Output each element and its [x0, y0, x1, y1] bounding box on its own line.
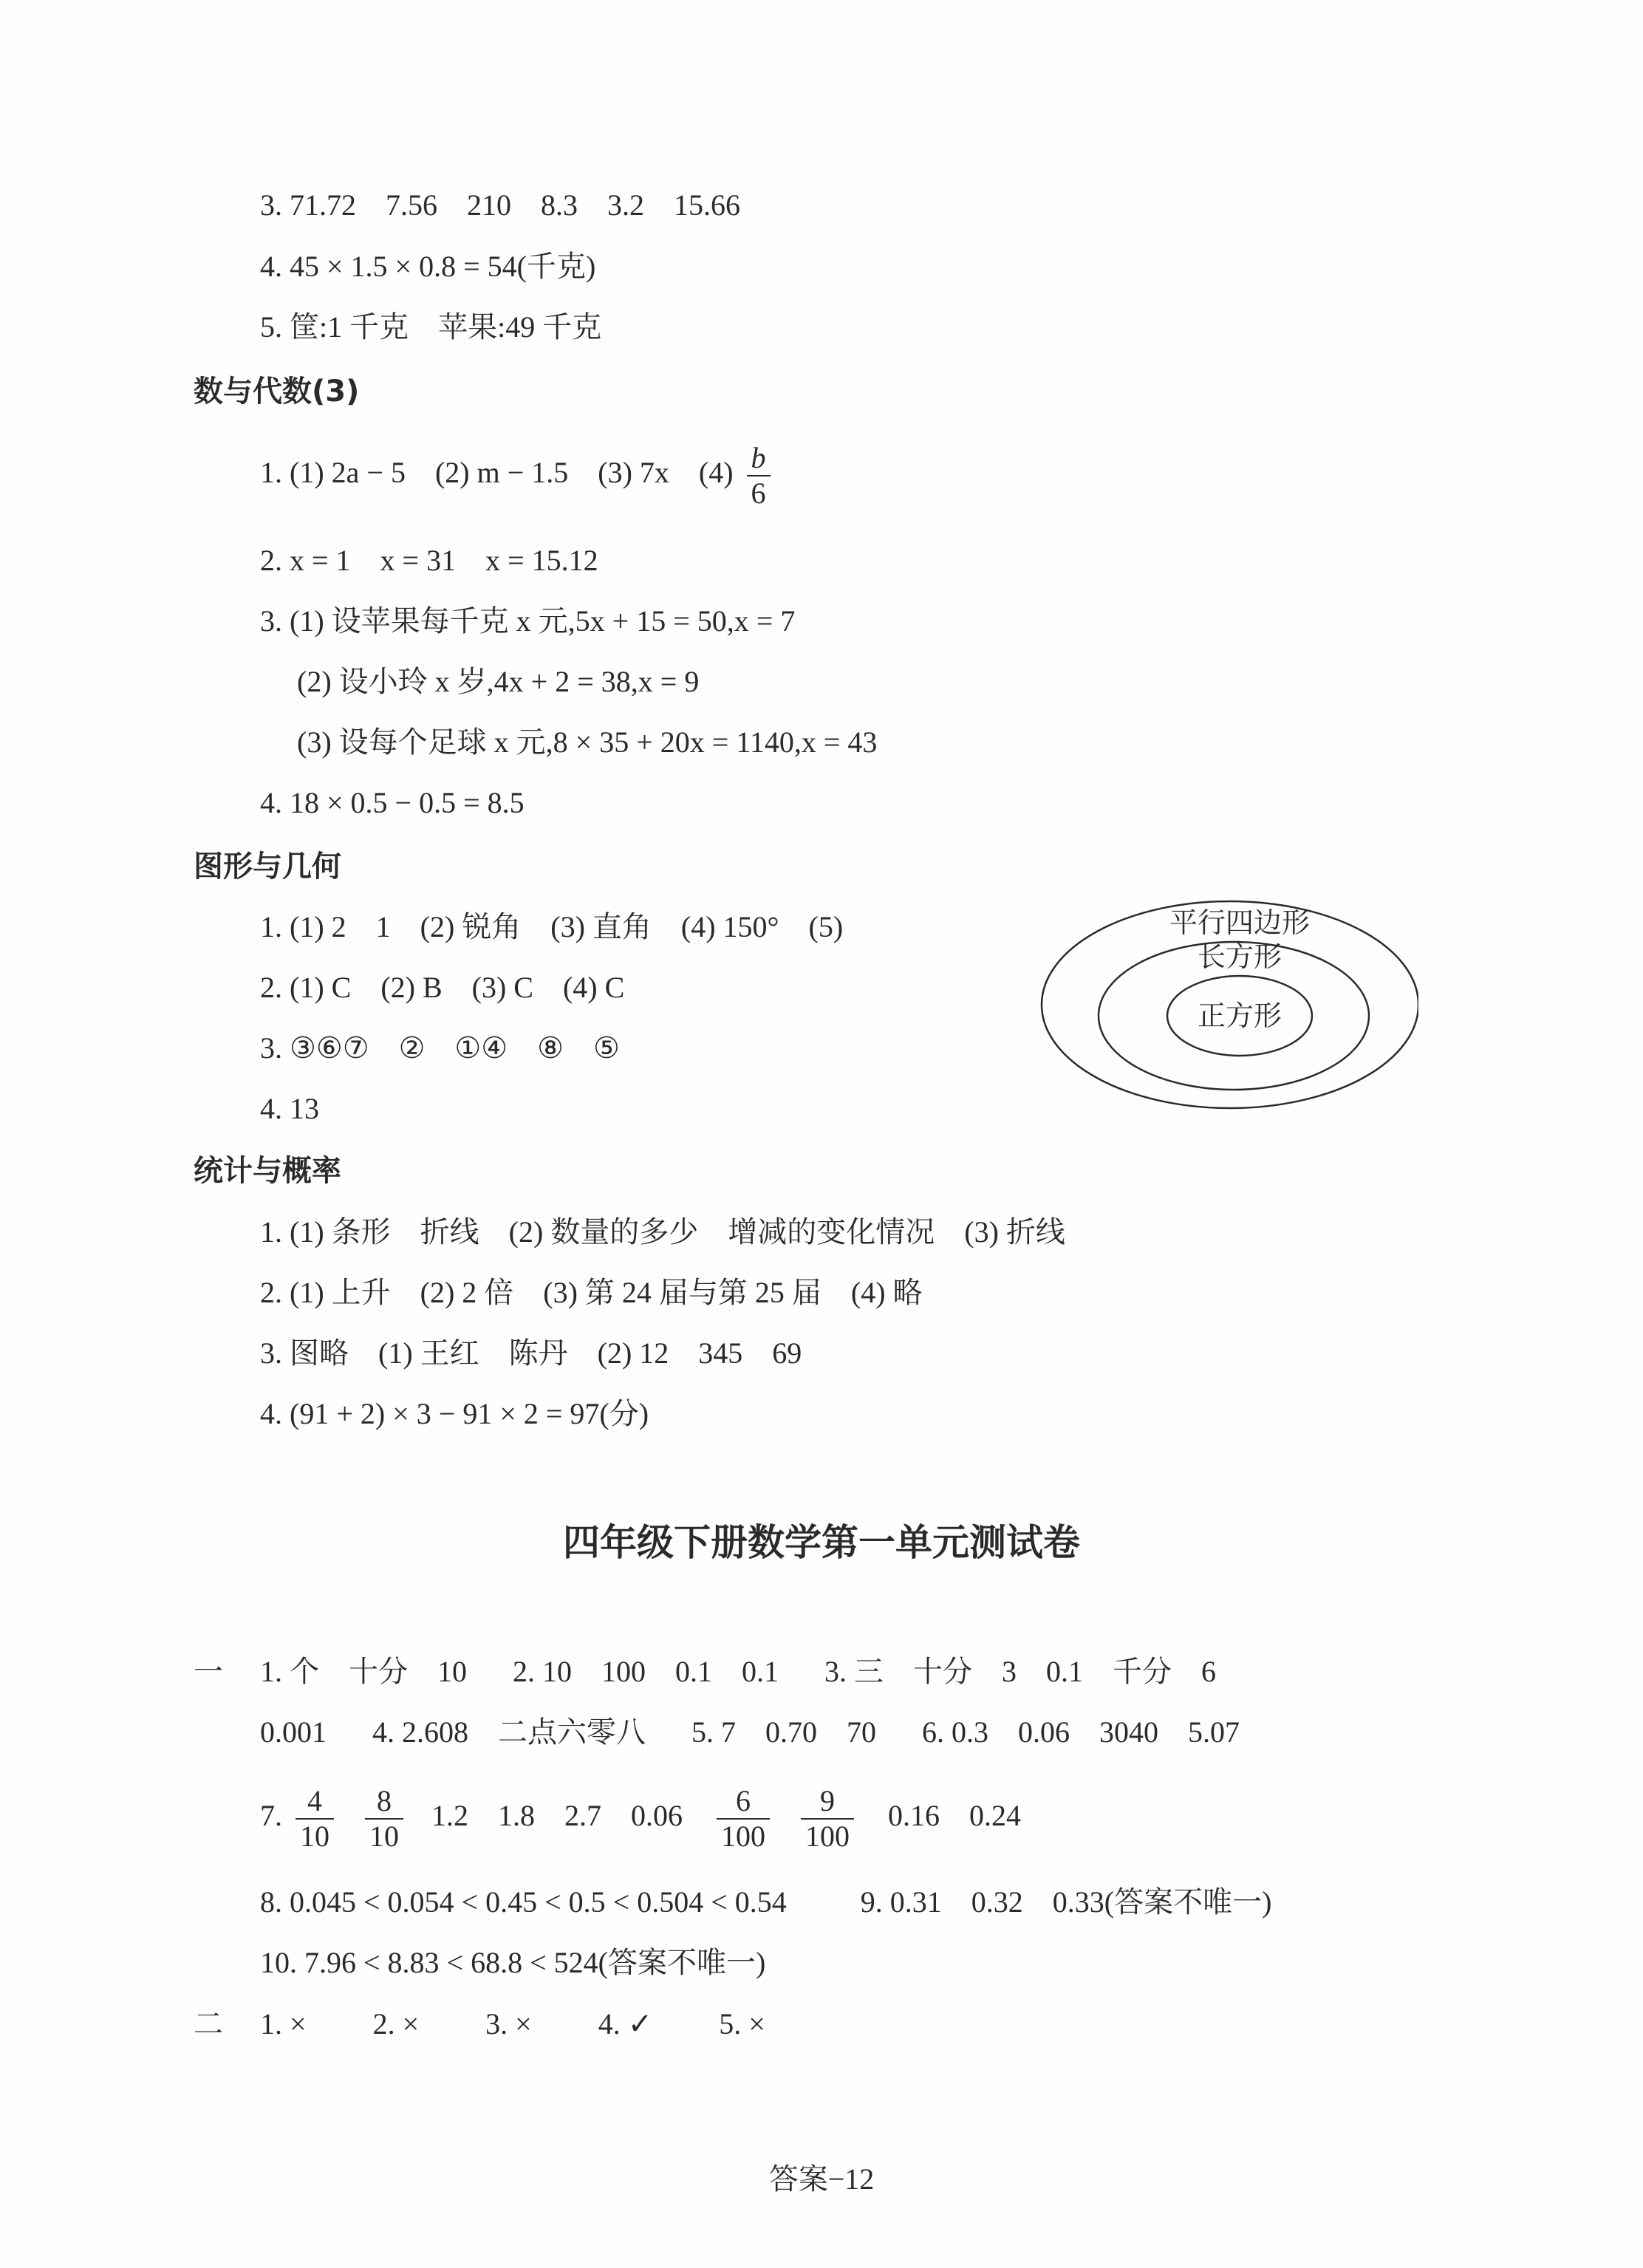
part-label: 二 [194, 2007, 223, 2040]
answer-segment: 3. × [485, 2007, 532, 2040]
answer-line [260, 1884, 1271, 1921]
answer-line: 3. ③⑥⑦ ② ①④ ⑧ ⑤ [260, 1031, 620, 1065]
answer-segment: 2. 10 100 0.1 0.1 [513, 1655, 779, 1688]
answer-line: 4. 45 × 1.5 × 0.8 = 54(千克) [260, 250, 596, 283]
answer-line: (3) 设每个足球 x 元,8 × 35 + 20x = 1140,x = 43 [297, 725, 878, 759]
answer-line: 4. 13 [260, 1092, 319, 1125]
page-number: 答案−12 [768, 2162, 875, 2196]
fraction [801, 1784, 854, 1854]
answer-segment: 0.001 [260, 1715, 327, 1749]
answer-line: 4. 18 × 0.5 − 0.5 = 8.5 [260, 786, 525, 819]
answer-line: 2. x = 1 x = 31 x = 15.12 [260, 544, 598, 577]
answer-segment: 1. 个 十分 10 [260, 1655, 467, 1688]
fraction [717, 1784, 770, 1854]
fraction-denominator: 6 [747, 475, 771, 510]
answer-line: 4. (91 + 2) × 3 − 91 × 2 = 97(分) [260, 1397, 649, 1430]
fraction-denominator: 100 [717, 1818, 770, 1854]
answer-text: 1. (1) 2a − 5 (2) m − 1.5 (3) 7x (4) [260, 456, 734, 489]
fraction-denominator: 10 [365, 1818, 403, 1854]
venn-label-inner: 正方形 [1197, 1000, 1282, 1032]
answer-segment: 5. × [719, 2007, 765, 2040]
answer-line [260, 437, 776, 510]
answer-segment: 4. ✓ [598, 2007, 653, 2040]
fraction [365, 1784, 403, 1854]
section-heading: 统计与概率 [194, 1154, 341, 1188]
fraction-numerator: 9 [820, 1783, 835, 1817]
answer-line: 3. 71.72 7.56 210 8.3 3.2 15.66 [260, 188, 740, 222]
answer-line: 5. 筐:1 千克 苹果:49 千克 [260, 310, 602, 344]
answer-line [260, 1653, 1216, 1690]
answer-line [260, 2006, 765, 2043]
answer-line [260, 1779, 1021, 1854]
answer-segment: 4. 2.608 二点六零八 [372, 1715, 646, 1749]
answer-line: 10. 7.96 < 8.83 < 68.8 < 524(答案不唯一) [260, 1946, 766, 1979]
fraction-numerator: 6 [736, 1783, 751, 1817]
answer-segment: 8. 0.045 < 0.054 < 0.45 < 0.5 < 0.504 < 0.54 [260, 1885, 787, 1919]
answer-segment: 2. × [372, 2007, 420, 2040]
fraction-numerator: 8 [377, 1783, 392, 1817]
part-label: 一 [194, 1655, 223, 1688]
answer-segment: 6. 0.3 0.06 3040 5.07 [922, 1715, 1240, 1749]
page-title: 四年级下册数学第一单元测试卷 [563, 1521, 1080, 1564]
answer-text: 7. [260, 1799, 282, 1832]
fraction-numerator: b [751, 440, 766, 474]
section-heading: 数与代数(3) [194, 375, 360, 409]
answer-text: 0.16 0.24 [888, 1799, 1021, 1832]
answer-text: 1.2 1.8 2.7 0.06 [431, 1799, 683, 1832]
answer-line: 3. 图略 (1) 王红 陈丹 (2) 12 345 69 [260, 1336, 802, 1370]
answer-line [260, 1714, 1240, 1751]
answer-line: (2) 设小玲 x 岁,4x + 2 = 38,x = 9 [297, 665, 700, 698]
answer-segment: 1. × [260, 2007, 307, 2040]
answer-segment: 9. 0.31 0.32 0.33(答案不唯一) [860, 1885, 1272, 1919]
answer-line: 1. (1) 2 1 (2) 锐角 (3) 直角 (4) 150° (5) [260, 910, 844, 943]
quadrilateral-venn-diagram [1034, 894, 1418, 1116]
fraction [296, 1784, 334, 1854]
fraction-numerator: 4 [307, 1783, 322, 1817]
fraction [747, 441, 771, 510]
venn-label-middle: 长方形 [1197, 940, 1282, 973]
answer-segment: 5. 7 0.70 70 [691, 1715, 876, 1749]
answer-line: 2. (1) C (2) B (3) C (4) C [260, 971, 625, 1004]
fraction-denominator: 100 [801, 1818, 854, 1854]
venn-label-outer: 平行四边形 [1169, 906, 1311, 939]
fraction-denominator: 10 [296, 1818, 334, 1854]
answer-segment: 3. 三 十分 3 0.1 千分 6 [824, 1655, 1216, 1688]
answer-line: 1. (1) 条形 折线 (2) 数量的多少 增减的变化情况 (3) 折线 [260, 1215, 1065, 1249]
answer-line: 2. (1) 上升 (2) 2 倍 (3) 第 24 届与第 25 届 (4) 略 [260, 1276, 923, 1309]
section-heading: 图形与几何 [194, 850, 341, 884]
answer-line: 3. (1) 设苹果每千克 x 元,5x + 15 = 50,x = 7 [260, 604, 796, 638]
